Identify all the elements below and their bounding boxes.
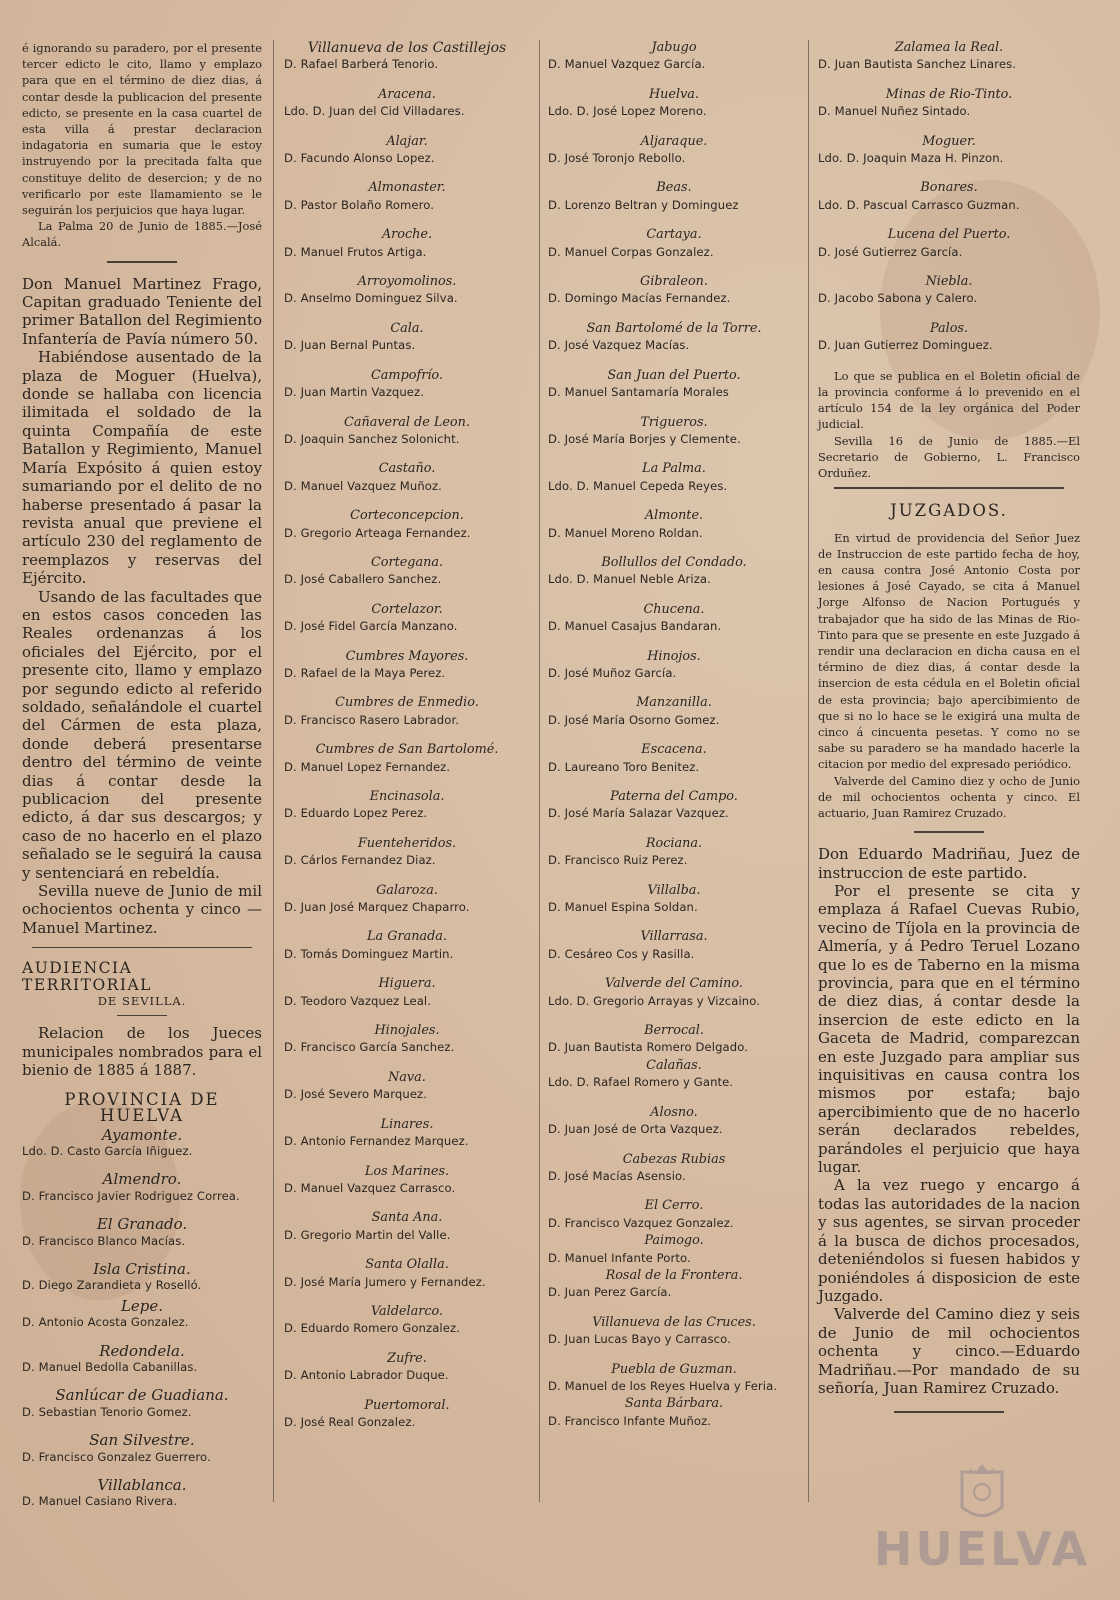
town-name: Ayamonte. [101,1125,183,1144]
town-name: Paimogo. [644,1233,704,1249]
town-name: Santa Ana. [371,1210,443,1226]
judge-name: D. José María Borjes y Clemente. [548,431,741,446]
judge-entry [548,1233,800,1266]
town-name: Lepe. [120,1296,164,1315]
judge-entry [818,274,1080,307]
edict-paragraph: é ignorando su paradero, por el presente tercer edicto le cito, llamo y emplazo para que en el término de diez dias, á contar desde la publicacion del presente edicto, se presente en la casa cuartel de esta villa á prestar declaracion indagatoria en sumaria que le estoy instruyendo por la precitada falta que constituye delito de desercion; y de no verificarlo por este llamamiento se le seguirán los perjuicios que haya lugar. [22,41,262,218]
judge-name: D. Cesáreo Cos y Rasilla. [548,946,695,961]
town-name: Almonaster. [368,180,446,196]
separator-rule [32,947,252,948]
judge-name: D. Manuel Casajus Bandaran. [548,619,722,634]
judge-entry [284,40,530,73]
column-rule [808,40,809,1502]
judge-name: Ldo. D. Juan del Cid Villadares. [284,104,465,119]
judge-entry [284,1398,530,1431]
archive-watermark [862,1462,1102,1592]
town-name: Calañas. [646,1057,702,1073]
judge-entry [284,368,530,401]
judge-entry [22,1171,262,1204]
town-name: Hinojos. [647,648,701,664]
judge-entry [818,87,1080,120]
judge-entry [548,649,800,682]
judge-entry [548,87,800,120]
town-name: Almonte. [644,508,704,524]
town-name: Rosal de la Frontera. [605,1267,743,1283]
town-name: Cortegana. [370,554,444,570]
judge-name: D. José Severo Marquez. [284,1087,428,1102]
judge-entry [548,1023,800,1056]
town-name: San Bartolomé de la Torre. [586,320,762,336]
judge-entry [22,1432,262,1465]
judge-name: D. José María Salazar Vazquez. [548,806,729,821]
juez-closing: Valverde del Camino diez y seis de Junio de mil ochocientos ochenta y cinco.—Eduardo Madriñau.—Por mandado de su señoría, Juan Ramirez Cruzado. [818,1305,1080,1397]
judge-entry [284,976,530,1009]
judge-entry [284,1117,530,1150]
judge-name: D. Manuel de los Reyes Huelva y Feria. [548,1378,778,1393]
judge-entry [818,321,1080,354]
judge-name: D. José María Jumero y Fernandez. [284,1274,486,1289]
juez-paragraph: A la vez ruego y encargo á todas las autoridades de la nacion y sus agentes, se sirvan proceder á la busca de dichos procesados, deteniéndolos si fuesen habidos y poniéndoles á disposicion de este Juzgado. [818,1176,1080,1305]
town-name: Sanlúcar de Guadiana. [55,1386,229,1405]
judge-entry [22,1477,262,1510]
column-2 [284,40,530,1430]
judge-entry [284,602,530,635]
judge-name: D. José Macías Asensio. [548,1168,686,1183]
judge-entry [548,508,800,541]
judge-name: Ldo. D. Casto García Iñiguez. [22,1143,193,1158]
judge-entry [284,87,530,120]
judge-name: D. Cárlos Fernandez Diaz. [284,853,436,868]
judge-name: D. Manuel Frutos Artiga. [284,244,427,259]
town-name: La Granada. [367,929,447,945]
judge-entry [284,134,530,167]
judge-entry [284,836,530,869]
relacion-text: Relacion de los Jueces municipales nombrados para el bienio de 1885 á 1887. [22,1024,262,1080]
town-name: Hinojales. [374,1023,440,1039]
judge-name: Ldo. D. Rafael Romero y Gante. [548,1075,734,1090]
town-name: Minas de Rio-Tinto. [885,86,1013,102]
judge-name: Ldo. D. Joaquin Maza H. Pinzon. [818,151,1004,166]
town-name: Berrocal. [644,1023,704,1039]
judge-name: D. Gregorio Arteaga Fernandez. [284,525,471,540]
judge-name: D. Manuel Vazquez Carrasco. [284,1180,456,1195]
judge-entry [548,602,800,635]
judge-entry [284,1164,530,1197]
judge-name: D. Facundo Alonso Lopez. [284,151,435,166]
judge-entry [284,180,530,213]
judge-entry [548,1396,800,1429]
town-name: Almendro. [102,1170,182,1189]
town-name: Villalba. [647,882,701,898]
town-name: Palos. [929,320,969,336]
judge-name: D. Antonio Acosta Gonzalez. [22,1315,189,1330]
judge-name: D. Manuel Santamaría Morales [548,385,729,400]
judge-name: D. Manuel Espina Soldan. [548,900,698,915]
town-name: Paterna del Campo. [610,789,738,804]
separator-rule [117,1015,167,1016]
judges-list [22,1127,262,1510]
judge-name: D. Diego Zarandieta y Roselló. [22,1278,202,1293]
town-name: Fuenteheridos. [357,835,457,851]
judge-entry [22,1387,262,1420]
judge-name: D. Juan Bautista Sanchez Linares. [818,57,1016,72]
juez-paragraph: Por el presente se cita y emplaza á Rafael Cuevas Rubio, vecino de Tíjola en la provincia de Almería, y á Pedro Teruel Lozano que lo es de Taberno en la misma provincia, para que en el término de diez dias, á contar desde la insercion de este edicto en la Gaceta de Madrid, comparezcan en este Juzgado para ampliar sus inquisitivas en causa contra los mismos por estafa; bajo apercibimiento que de no hacerlo serán declarados rebeldes, parándoles el perjuicio que haya lugar. [818,881,1080,1177]
audiencia-title: AUDIENCIA TERRITORIAL [22,959,152,994]
judge-name: D. Manuel Corpas Gonzalez. [548,244,714,259]
judge-entry [548,274,800,307]
judge-entry [548,1058,800,1091]
judge-entry [548,461,800,494]
judge-entry [284,321,530,354]
judge-name: D. José Gutierrez García. [818,244,963,259]
judge-name: D. Manuel Infante Porto. [548,1250,691,1265]
town-name: Alosno. [650,1104,698,1120]
town-name: Zufre. [387,1350,427,1366]
judge-entry [548,1315,800,1348]
judge-name: D. Juan Lucas Bayo y Carrasco. [548,1332,731,1347]
judge-entry [22,1216,262,1249]
provincia-heading: PROVINCIA DE HUELVA [64,1089,220,1126]
separator-rule [894,1411,1004,1413]
town-name: Aroche. [381,227,433,243]
column-rule [273,40,274,1502]
town-name: Isla Cristina. [93,1259,191,1278]
edict-paragraph: Usando de las facultades que en estos casos conceden las Reales ordenanzas á los oficiales del Ejército, por el presente cito, llamo y emplazo por segundo edicto al referido soldado, señalándole el cuartel del Cármen de esta plaza, donde deberá presentarse dentro del término de veinte dias á contar desde la publicacion del presente edicto, á dar sus descargos; y caso de no hacerlo en el plazo señalado se le seguirá la causa y sentenciará en rebeldía. [22,587,262,882]
judge-entry [548,836,800,869]
judge-name: D. Francisco Javier Rodriguez Correa. [22,1188,240,1203]
juzgados-paragraph: En virtud de providencia del Señor Juez de Instruccion de este partido fecha de hoy, en causa contra José Antonio Costa por lesiones á José Cayado, se cita á Manuel Jorge Alfonso de Nacion Portugués y trabajador que ha sido de las Minas de Rio-Tinto para que se presente en este Juzgado á rendir una declaracion en dicha causa en el término de diez dias, á contar desde la insercion de esta cédula en el Boletin oficial de esta provincia; bajo apercibimiento de que si no lo hace se le exigirá una multa de cinco á cincuenta pesetas. Y como no se sabe su paradero se ha mandado hacerle la citacion por medio del expresado periódico. [818,530,1080,772]
juzgados-heading: JUZGADOS. [890,501,1008,521]
judge-entry [548,321,800,354]
town-name: Villablanca. [97,1476,187,1495]
town-name: Villarrasa. [640,929,708,945]
judge-name: D. Joaquin Sanchez Solonicht. [284,431,460,446]
judge-name: D. Juan Bautista Romero Delgado. [548,1040,748,1055]
judge-name: D. Manuel Moreno Roldan. [548,525,703,540]
edict-paragraph: Habiéndose ausentado de la plaza de Moguer (Huelva), donde se hallaba con licencia ilimitada el soldado de la quinta Compañía de este Batallon y Regimiento, Manuel María Expósito á quien estoy sumariando por el delito de no haberse presentado á pasar la revista anual que previene el artículo 230 del reglamento de reemplazos y reservas del Ejército. [22,348,262,588]
publish-closing: Sevilla 16 de Junio de 1885.—El Secretario de Gobierno, L. Francisco Orduñez. [818,433,1080,480]
town-name: Santa Bárbara. [624,1396,724,1412]
town-name: Campofrío. [371,367,443,383]
audiencia-subtitle: DE SEVILLA. [97,994,187,1009]
judge-name: D. Eduardo Romero Gonzalez. [284,1321,460,1336]
town-name: Rociana. [645,835,703,851]
judge-entry [548,1198,800,1231]
judge-entry [548,134,800,167]
judge-name: D. Teodoro Vazquez Leal. [284,993,432,1008]
judge-entry [284,649,530,682]
judge-entry [548,368,800,401]
judge-name: D. Francisco García Sanchez. [284,1040,455,1055]
town-name: Arroyomolinos. [357,274,457,290]
judge-name: D. Manuel Bedolla Cabanillas. [22,1359,198,1374]
town-name: Beas. [656,180,692,196]
town-name: Corteconcepcion. [350,508,464,524]
town-name: Escacena. [641,742,707,758]
judge-entry [548,742,800,775]
judge-entry [548,929,800,962]
judge-name: D. Manuel Vazquez Muñoz. [284,478,442,493]
juez-header: Don Eduardo Madriñau, Juez de instruccion de este partido. [818,845,1080,882]
town-name: Cumbres Mayores. [345,648,469,664]
judge-entry [284,508,530,541]
town-name: Nava. [388,1069,426,1085]
juzgados-closing: Valverde del Camino diez y ocho de Junio de mil ochocientos ochenta y cinco. El actuario, Juan Ramirez Cruzado. [818,773,1080,820]
judge-entry [548,883,800,916]
judge-entry [818,134,1080,167]
section-heading [22,960,262,1009]
town-name: Los Marines. [364,1163,450,1179]
judge-entry [22,1298,262,1331]
judge-entry [284,789,530,822]
judge-name: D. Francisco Vazquez Gonzalez. [548,1215,734,1230]
judge-entry [284,1070,530,1103]
town-name: Jabugo [651,40,697,55]
judge-name: D. Antonio Fernandez Marquez. [284,1134,469,1149]
town-name: Aljaraque. [640,133,708,149]
town-name: El Cerro. [644,1198,704,1214]
town-name: Lucena del Puerto. [887,227,1011,243]
town-name: Encinasola. [369,789,445,804]
town-name: Puertomoral. [364,1397,450,1413]
newspaper-page [18,40,1108,1510]
judge-entry [284,274,530,307]
town-name: Castaño. [378,461,436,477]
judge-name: D. Francisco Ruiz Perez. [548,853,688,868]
judge-name: D. Jacobo Sabona y Calero. [818,291,978,306]
column-4 [818,40,1080,1425]
town-name: Gibraleon. [640,274,708,290]
town-name: Cumbres de San Bartolomé. [315,742,499,758]
judge-entry [284,929,530,962]
town-name: Higuera. [378,976,436,992]
judge-name: D. Juan Perez García. [548,1285,672,1300]
town-name: Cañaveral de Leon. [344,414,470,430]
town-name: Puebla de Guzman. [611,1361,737,1377]
judge-name: D. Rafael Barberá Tenorio. [284,57,439,72]
judge-name: Ldo. D. José Lopez Moreno. [548,104,707,119]
separator-rule [914,831,984,833]
judge-entry [284,1257,530,1290]
judge-name: D. Manuel Lopez Fernandez. [284,759,451,774]
town-name: Niebla. [925,274,973,290]
judge-entry [284,1304,530,1337]
judge-name: D. Eduardo Lopez Perez. [284,806,428,821]
judge-name: D. José Vazquez Macías. [548,338,690,353]
judge-name: D. José Caballero Sanchez. [284,572,442,587]
watermark-text: HUELVA [873,1522,1091,1576]
judge-name: Ldo. D. Manuel Neble Ariza. [548,572,711,587]
judge-name: D. Antonio Labrador Duque. [284,1368,449,1383]
judge-name: D. Sebastian Tenorio Gomez. [22,1404,192,1419]
town-name: Manzanilla. [636,695,712,711]
edict-closing: Sevilla nueve de Junio de mil ochocientos ochenta y cinco — Manuel Martinez. [22,882,262,937]
judge-entry [284,1351,530,1384]
judge-name: D. Juan José de Orta Vazquez. [548,1122,723,1137]
judge-name: Ldo. D. Pascual Carrasco Guzman. [818,197,1020,212]
judge-name: D. Manuel Nuñez Sintado. [818,104,971,119]
judge-entry [548,1268,800,1301]
judge-entry [548,1362,800,1395]
column-1 [22,40,262,1510]
town-name: Aracena. [378,86,436,102]
town-name: Santa Olalla. [365,1257,449,1273]
town-name: Galaroza. [376,882,438,898]
town-name: La Palma. [642,461,706,477]
town-name: Villanueva de los Castillejos [307,40,507,56]
judge-name: D. José María Osorno Gomez. [548,712,720,727]
judge-name: D. Pastor Bolaño Romero. [284,197,435,212]
judge-name: Ldo. D. Manuel Cepeda Reyes. [548,478,728,493]
judge-entry [284,415,530,448]
judge-entry [284,461,530,494]
judge-entry [548,227,800,260]
town-name: Villanueva de las Cruces. [592,1314,756,1330]
town-name: Cumbres de Enmedio. [335,695,479,711]
judge-name: D. Manuel Vazquez García. [548,57,706,72]
edict-closing: La Palma 20 de Junio de 1885.—José Alcalá. [22,219,262,250]
town-name: El Granado. [96,1215,188,1234]
judge-name: D. Juan José Marquez Chaparro. [284,900,470,915]
town-name: Trigueros. [640,414,708,430]
column-3 [548,40,800,1429]
judge-name: D. Juan Martin Vazquez. [284,385,425,400]
judge-name: D. José Muñoz García. [548,665,677,680]
judge-entry [284,1023,530,1056]
town-name: Bonares. [920,180,978,196]
town-name: Linares. [380,1116,434,1132]
publish-note: Lo que se publica en el Boletin oficial de la provincia conforme á lo prevenido en el artículo 154 de la ley orgánica del Poder judicial. [818,368,1080,432]
judge-entry [548,695,800,728]
town-name: Moguer. [922,133,976,149]
judge-name: D. José Real Gonzalez. [284,1414,416,1429]
judge-entry [818,227,1080,260]
town-name: Cala. [390,320,424,336]
judge-entry [284,227,530,260]
edict-header: Don Manuel Martinez Frago, Capitan graduado Teniente del primer Batallon del Regimiento Infantería de Pavía número 50. [22,274,262,348]
separator-rule [834,487,1064,489]
judge-name: D. Manuel Casiano Rivera. [22,1494,178,1509]
judge-name: D. Francisco Rasero Labrador. [284,712,460,727]
town-name: San Juan del Puerto. [607,367,741,383]
judge-name: Ldo. D. Gregorio Arrayas y Vizcaino. [548,993,761,1008]
town-name: Valdelarco. [370,1303,444,1319]
judge-entry [22,1343,262,1376]
judge-entry [22,1127,262,1160]
judge-name: D. Juan Bernal Puntas. [284,338,416,353]
judge-name: D. Tomás Dominguez Martin. [284,946,454,961]
judge-name: D. Domingo Macías Fernandez. [548,291,731,306]
judge-entry [284,695,530,728]
town-name: Cortelazor. [371,601,443,617]
judge-name: D. José Toronjo Rebollo. [548,151,686,166]
judge-name: D. Francisco Gonzalez Guerrero. [22,1449,211,1464]
judge-name: D. Rafael de la Maya Perez. [284,665,446,680]
town-name: Huelva. [649,86,699,102]
judge-entry [548,415,800,448]
judge-entry [818,180,1080,213]
judge-name: D. José Fidel García Manzano. [284,619,458,634]
town-name: Zalamea la Real. [894,40,1004,55]
town-name: Valverde del Camino. [605,976,743,992]
town-name: Cartaya. [646,227,702,243]
judge-name: D. Laureano Toro Benitez. [548,759,700,774]
town-name: Alajar. [386,133,428,149]
town-name: Bollullos del Condado. [601,554,747,570]
town-name: San Silvestre. [89,1431,195,1450]
judge-entry [284,555,530,588]
judge-entry [818,40,1080,73]
judge-entry [548,976,800,1009]
judge-entry [284,883,530,916]
town-name: Cabezas Rubias [622,1151,726,1167]
judge-entry [548,555,800,588]
town-name: Redondela. [99,1341,185,1360]
judge-entry [548,1152,800,1185]
judge-entry [548,789,800,822]
judge-name: D. Francisco Blanco Macías. [22,1233,186,1248]
judge-name: D. Juan Gutierrez Dominguez. [818,338,993,353]
town-name: Chucena. [643,601,705,617]
judge-name: D. Francisco Infante Muñoz. [548,1413,712,1428]
judge-entry [284,742,530,775]
separator-rule [107,261,177,263]
judge-entry [284,1210,530,1243]
judge-entry [22,1261,262,1294]
judge-entry [548,40,800,73]
judge-name: D. Gregorio Martin del Valle. [284,1227,451,1242]
column-rule [539,40,540,1502]
judge-name: D. Lorenzo Beltran y Dominguez [548,197,739,212]
judge-entry [548,1105,800,1138]
judge-name: D. Anselmo Dominguez Silva. [284,291,458,306]
judge-entry [548,180,800,213]
